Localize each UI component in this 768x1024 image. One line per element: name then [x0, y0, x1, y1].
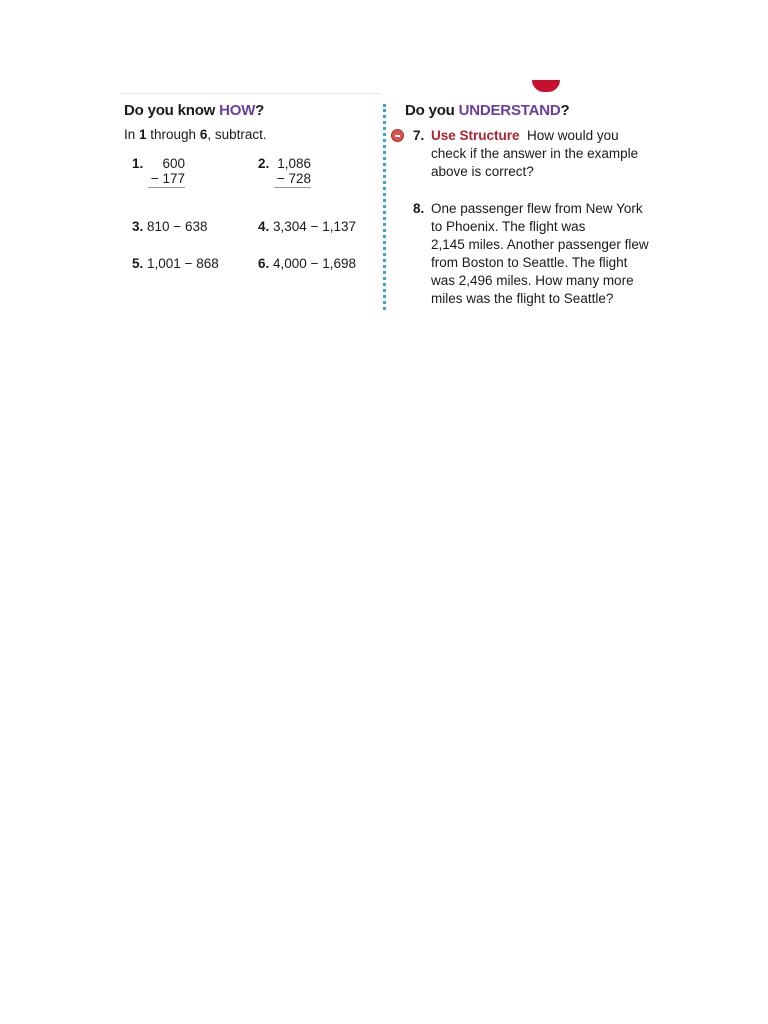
question-8 — [413, 200, 649, 308]
instruction-end: , subtract. — [207, 127, 267, 142]
problem-1-minuend: 600 — [162, 156, 185, 171]
instruction-through: through — [146, 127, 200, 142]
mathematical-practice-icon — [391, 129, 404, 142]
problem-6 — [258, 256, 356, 271]
problem-2-number: 2. — [258, 156, 270, 171]
problem-3 — [132, 219, 207, 234]
right-heading-prefix: Do you — [405, 102, 459, 119]
problem-6-number: 6. — [258, 256, 270, 271]
problem-2-subtrahend: − 728 — [274, 171, 311, 188]
problem-5-expression: 1,001 − 868 — [147, 256, 219, 271]
instructions — [124, 127, 267, 142]
question-7-line-2: check if the answer in the example — [431, 146, 639, 161]
top-rule — [120, 93, 380, 94]
question-8-line-3: 2,145 miles. Another passenger flew — [431, 237, 649, 252]
question-8-line-6: miles was the flight to Seattle? — [431, 291, 614, 306]
left-heading-prefix: Do you know — [124, 102, 220, 119]
instruction-in: In — [124, 127, 140, 142]
problem-4-expression: 3,304 − 1,137 — [273, 219, 356, 234]
problem-3-number: 3. — [132, 219, 144, 234]
instruction-to: 6 — [199, 127, 208, 142]
question-7 — [413, 127, 638, 181]
problem-5-number: 5. — [132, 256, 144, 271]
question-7-line-3: above is correct? — [431, 164, 534, 179]
problem-3-expression: 810 − 638 — [147, 219, 208, 234]
left-heading-suffix: ? — [255, 102, 265, 119]
red-corner-tab — [532, 80, 560, 92]
question-8-line-1: One passenger flew from New York — [431, 201, 643, 216]
column-divider — [383, 104, 386, 310]
problem-5 — [132, 256, 219, 271]
problem-4-number: 4. — [258, 219, 270, 234]
problem-1-stack — [148, 156, 185, 188]
question-8-line-4: from Boston to Seattle. The flight — [431, 255, 628, 270]
problem-4 — [258, 219, 356, 234]
problem-6-expression: 4,000 − 1,698 — [273, 256, 356, 271]
problem-2-minuend: 1,086 — [277, 156, 311, 171]
question-8-line-2: to Phoenix. The flight was — [431, 219, 586, 234]
question-7-label: Use Structure — [431, 128, 520, 143]
question-7-line-1: How would you — [527, 128, 619, 143]
problem-1-subtrahend: − 177 — [148, 171, 185, 188]
instruction-from: 1 — [139, 127, 147, 142]
question-8-number: 8. — [413, 201, 425, 216]
problem-2-stack — [274, 156, 311, 188]
left-heading — [124, 102, 264, 119]
question-7-number: 7. — [413, 128, 425, 143]
right-heading-accent: UNDERSTAND — [458, 102, 561, 119]
left-heading-accent: HOW — [219, 102, 256, 119]
question-8-line-5: was 2,496 miles. How many more — [431, 273, 634, 288]
problem-1-number: 1. — [132, 156, 144, 171]
right-heading — [405, 102, 569, 119]
right-heading-suffix: ? — [560, 102, 570, 119]
